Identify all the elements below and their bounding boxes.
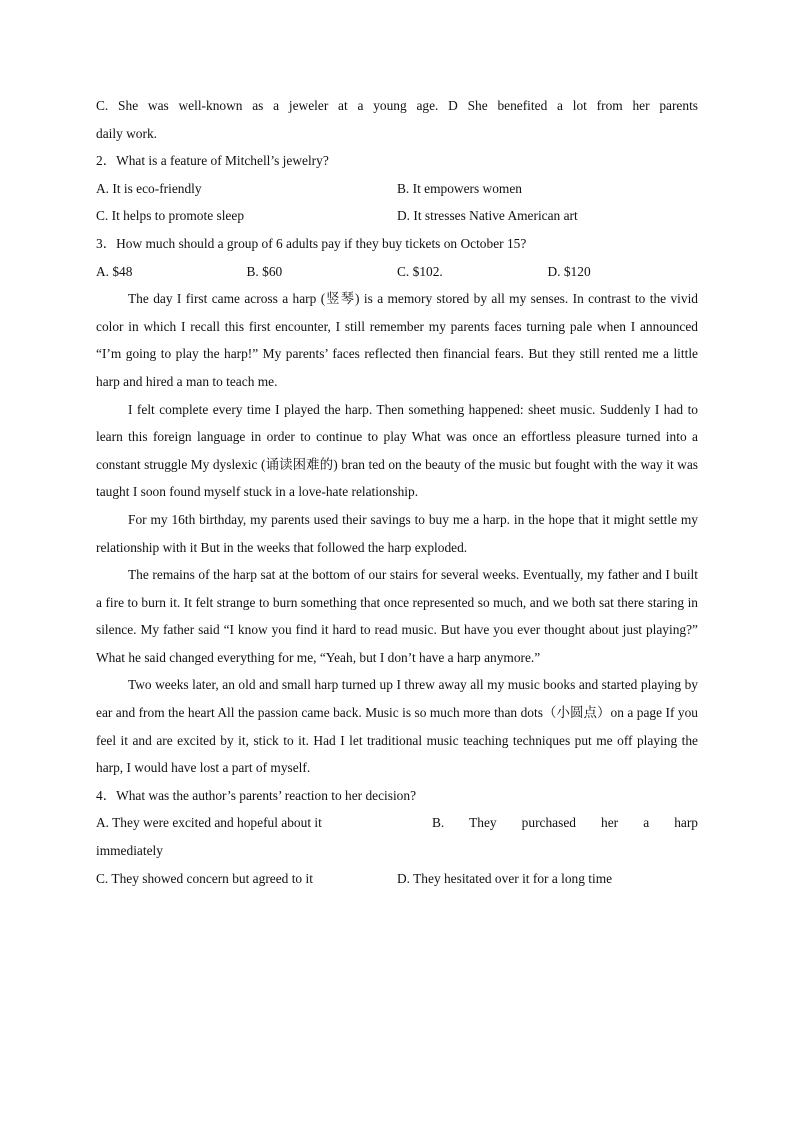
document-page	[96, 92, 698, 892]
question-4-options-row-2	[96, 865, 698, 893]
q4-option-b: B. They purchased her a harp	[432, 815, 698, 831]
passage-paragraph-5: Two weeks later, an old and small harp turned up I threw away all my music books and started playing by ear and from the heart All the passion came back. Music is so much more than dots（小圆点）on a page If you feel it and are excited by it, stick to it. Had I let traditional music teaching techniques put me off playing the harp, I would have lost a part of myself.	[96, 677, 698, 776]
passage-paragraph-1: The day I first came across a harp (竖琴) is a memory stored by all my senses. In contrast to the vivid color in which I recall this first encounter, I still remember my parents faces turning pale when I announced “I’m going to play the harp!” My parents’ faces reflected then financial fears. But they still rented me a little harp and hired a man to teach me.	[96, 291, 698, 389]
passage-paragraph-2: I felt complete every time I played the harp. Then something happened: sheet music. Suddenly I had to learn this foreign language in order to continue to play What was once an effortless pleasure turned into a constant struggle My dyslexic (诵读困难的) bran ted on the beauty of the music but fought with the way it was taught I soon found myself stuck in a love-hate relationship.	[96, 401, 698, 500]
q4-option-b-continued: immediately	[96, 843, 163, 859]
q3-option-c: C. $102.	[397, 263, 443, 279]
passage-paragraph-3: For my 16th birthday, my parents used their savings to buy me a harp. in the hope that it might settle my relationship with it But in the weeks that followed the harp exploded.	[96, 511, 698, 555]
question-2-options-row-1	[96, 175, 698, 203]
q3-option-a: A. $48	[96, 263, 133, 279]
q4-option-c: C. They showed concern but agreed to it	[96, 870, 313, 886]
q2-option-b: B. It empowers women	[397, 180, 522, 196]
q3-option-b: B. $60	[246, 263, 283, 279]
question-2-stem: 2．What is a feature of Mitchell’s jewelry?	[96, 153, 329, 169]
question-3-options	[96, 258, 698, 286]
question-2-options-row-2	[96, 202, 698, 230]
q2-option-a: A. It is eco-friendly	[96, 180, 202, 196]
question-4-options-row-1	[96, 809, 698, 837]
q2-option-d: D. It stresses Native American art	[397, 208, 578, 224]
q1-option-d-continued: daily work.	[96, 125, 157, 141]
q4-option-d: D. They hesitated over it for a long time	[397, 870, 613, 886]
passage-paragraph-4: The remains of the harp sat at the bottom of our stairs for several weeks. Eventually, my father and I built a fire to burn it. It felt strange to burn something that once represented so much, and we both sat there staring in silence. My father said “I know you find it hard to read music. But have you ever thought about just playing?” What he said changed everything for me, “Yeah, but I don’t have a harp anymore.”	[96, 567, 698, 665]
question-4-stem: 4．What was the author’s parents’ reaction to her decision?	[96, 787, 417, 803]
q3-option-d: D. $120	[547, 263, 591, 279]
question-3-stem: 3．How much should a group of 6 adults pay if they buy tickets on October 15?	[96, 235, 527, 251]
q4-option-a: A. They were excited and hopeful about it	[96, 815, 322, 831]
q2-option-c: C. It helps to promote sleep	[96, 208, 245, 224]
q1-option-c-d: C. She was well-known as a jeweler at a young age. D She benefited a lot from her parents	[96, 98, 698, 113]
